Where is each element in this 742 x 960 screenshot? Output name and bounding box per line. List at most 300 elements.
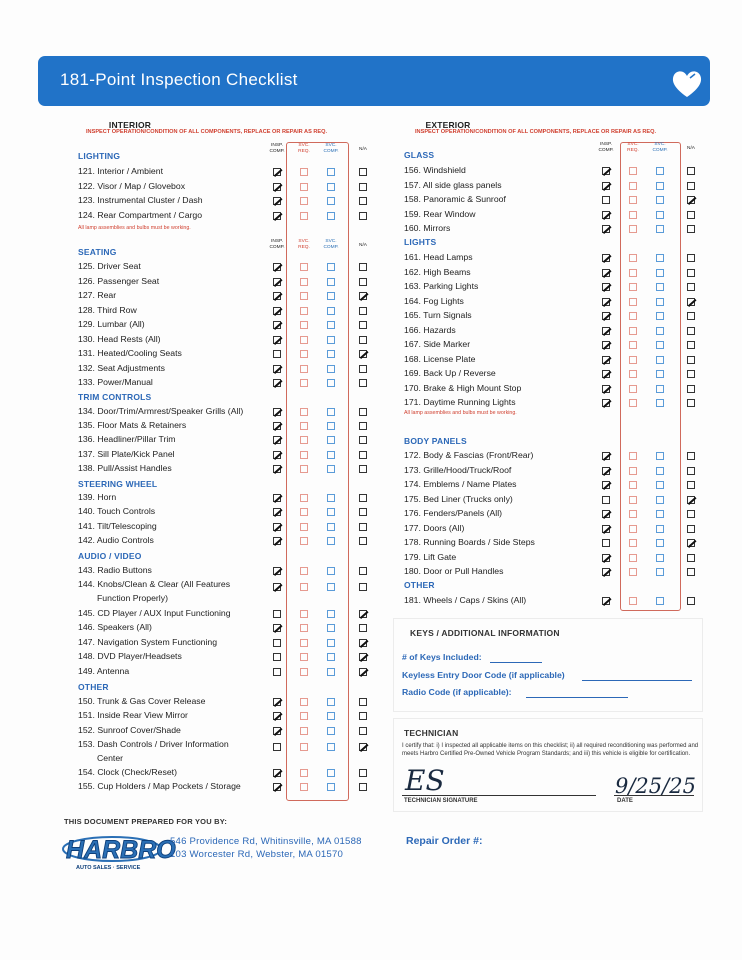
checkbox-insp[interactable] [273, 197, 281, 205]
checkbox-na[interactable] [359, 263, 367, 271]
checkbox-svcreq[interactable] [629, 182, 637, 190]
item-label: 125. Driver Seat [78, 261, 141, 271]
checkbox-insp[interactable] [273, 278, 281, 286]
checkbox-insp[interactable] [602, 399, 610, 407]
checkbox-insp[interactable] [602, 385, 610, 393]
checkbox-insp[interactable] [273, 436, 281, 444]
checkbox-svccomp[interactable] [656, 385, 664, 393]
checkbox-svcreq[interactable] [300, 698, 308, 706]
checkbox-svcreq[interactable] [629, 167, 637, 175]
checkbox-na[interactable] [687, 254, 695, 262]
category-body-panels: BODY PANELS [404, 436, 467, 446]
checkbox-insp[interactable] [273, 494, 281, 502]
checkbox-insp[interactable] [273, 610, 281, 618]
address-2: 103 Worcester Rd, Webster, MA 01570 [170, 849, 344, 860]
checkbox-svccomp[interactable] [327, 523, 335, 531]
item-label: 136. Headliner/Pillar Trim [78, 434, 176, 445]
column-header-svc-req: SVC. REQ. [627, 142, 639, 153]
checkbox-svcreq[interactable] [629, 510, 637, 518]
checkbox-na[interactable] [359, 321, 367, 329]
item-label: 165. Turn Signals [404, 310, 472, 320]
checkbox-na[interactable] [687, 298, 695, 306]
interior-subtitle: INSPECT OPERATION/CONDITION OF ALL COMPONENTS, REPLACE OR REPAIR AS REQ. [86, 129, 328, 135]
checkbox-insp[interactable] [273, 336, 281, 344]
checkbox-svccomp[interactable] [656, 597, 664, 605]
checkbox-na[interactable] [687, 312, 695, 320]
checkbox-na[interactable] [687, 525, 695, 533]
checkbox-na[interactable] [687, 327, 695, 335]
checkbox-svcreq[interactable] [300, 610, 308, 618]
checkbox-na[interactable] [687, 554, 695, 562]
checkbox-na[interactable] [687, 370, 695, 378]
checkbox-svcreq[interactable] [300, 350, 308, 358]
exterior-title: EXTERIOR [425, 120, 471, 130]
item-label: 162. High Beams [404, 266, 471, 277]
num-keys-label: # of Keys Included: [402, 652, 482, 662]
checkbox-svccomp[interactable] [656, 539, 664, 547]
checkbox-insp[interactable] [273, 508, 281, 516]
checkbox-svccomp[interactable] [656, 496, 664, 504]
checkbox-na[interactable] [687, 510, 695, 518]
checkbox-svccomp[interactable] [656, 167, 664, 175]
signature-line [402, 795, 596, 796]
checkbox-insp[interactable] [273, 168, 281, 176]
checkbox-na[interactable] [359, 365, 367, 373]
checkbox-svccomp[interactable] [327, 422, 335, 430]
checkbox-na[interactable] [359, 212, 367, 220]
checkbox-svccomp[interactable] [656, 327, 664, 335]
checkbox-na[interactable] [359, 465, 367, 473]
checkbox-svccomp[interactable] [327, 292, 335, 300]
checkbox-na[interactable] [359, 712, 367, 720]
item-label: 121. Interior / Ambient [78, 166, 163, 176]
checkbox-na[interactable] [687, 568, 695, 576]
checkbox-insp[interactable] [602, 568, 610, 576]
item-label: 139. Horn [78, 492, 117, 502]
checkbox-na[interactable] [359, 769, 367, 777]
checkbox-insp[interactable] [273, 567, 281, 575]
category-trim-controls: TRIM CONTROLS [78, 392, 152, 402]
checkbox-insp[interactable] [273, 465, 281, 473]
checkbox-svcreq[interactable] [300, 465, 308, 473]
checkbox-insp[interactable] [602, 496, 610, 504]
checkbox-svccomp[interactable] [327, 183, 335, 191]
item-label: 163. Parking Lights [404, 281, 479, 291]
checkbox-svccomp[interactable] [327, 624, 335, 632]
checkbox-na[interactable] [687, 539, 695, 547]
checkbox-svcreq[interactable] [300, 783, 308, 791]
checkbox-svccomp[interactable] [327, 653, 335, 661]
column-header-insp-comp: INSP. COMP. [269, 143, 285, 154]
checkbox-na[interactable] [359, 508, 367, 516]
checkbox-svcreq[interactable] [629, 298, 637, 306]
checkbox-svccomp[interactable] [327, 168, 335, 176]
checkbox-na[interactable] [687, 481, 695, 489]
checkbox-insp[interactable] [602, 539, 610, 547]
checkbox-svcreq[interactable] [300, 436, 308, 444]
checkbox-svccomp[interactable] [327, 712, 335, 720]
checkbox-insp[interactable] [602, 525, 610, 533]
checkbox-svcreq[interactable] [300, 537, 308, 545]
checkbox-insp[interactable] [273, 183, 281, 191]
checkbox-svccomp[interactable] [327, 783, 335, 791]
checkbox-svccomp[interactable] [327, 769, 335, 777]
checkbox-svcreq[interactable] [629, 525, 637, 533]
category-lights: LIGHTS [404, 237, 437, 247]
checkbox-na[interactable] [687, 211, 695, 219]
checkbox-svcreq[interactable] [300, 379, 308, 387]
checkbox-svccomp[interactable] [327, 379, 335, 387]
column-header-na: N/A [359, 243, 367, 248]
checkbox-svccomp[interactable] [656, 298, 664, 306]
item-label: 146. Speakers (All) [78, 622, 152, 632]
checkbox-na[interactable] [687, 341, 695, 349]
checkbox-svcreq[interactable] [300, 583, 308, 591]
checkbox-svcreq[interactable] [300, 292, 308, 300]
checkbox-svccomp[interactable] [327, 465, 335, 473]
checkbox-insp[interactable] [602, 481, 610, 489]
item-label: 180. Door or Pull Handles [404, 566, 504, 576]
page-title: 181-Point Inspection Checklist [60, 70, 298, 89]
checkbox-insp[interactable] [602, 225, 610, 233]
checkbox-svcreq[interactable] [629, 341, 637, 349]
checkbox-na[interactable] [687, 452, 695, 460]
checkbox-na[interactable] [359, 743, 367, 751]
checkbox-svcreq[interactable] [629, 481, 637, 489]
checkbox-insp[interactable] [602, 298, 610, 306]
checkbox-na[interactable] [359, 436, 367, 444]
checkbox-insp[interactable] [273, 537, 281, 545]
checkbox-svccomp[interactable] [327, 436, 335, 444]
checkbox-svccomp[interactable] [656, 283, 664, 291]
checkbox-insp[interactable] [602, 312, 610, 320]
checkbox-insp[interactable] [273, 321, 281, 329]
checkbox-svcreq[interactable] [300, 712, 308, 720]
checkbox-svcreq[interactable] [629, 554, 637, 562]
checkbox-svcreq[interactable] [629, 356, 637, 364]
checkbox-na[interactable] [359, 727, 367, 735]
checkbox-svcreq[interactable] [300, 336, 308, 344]
category-other: OTHER [78, 682, 109, 692]
checkbox-svccomp[interactable] [327, 668, 335, 676]
item-label: 154. Clock (Check/Reset) [78, 767, 177, 777]
checkbox-na[interactable] [359, 292, 367, 300]
checkbox-insp[interactable] [602, 370, 610, 378]
checkbox-na[interactable] [359, 183, 367, 191]
checkbox-na[interactable] [687, 467, 695, 475]
item-label: 179. Lift Gate [404, 551, 457, 562]
checkbox-svcreq[interactable] [300, 451, 308, 459]
checkbox-svccomp[interactable] [327, 698, 335, 706]
checkbox-svcreq[interactable] [300, 307, 308, 315]
checkbox-svcreq[interactable] [300, 422, 308, 430]
item-label: 137. Sill Plate/Kick Panel [78, 448, 175, 459]
checkbox-svcreq[interactable] [629, 385, 637, 393]
checkbox-insp[interactable] [273, 292, 281, 300]
checkbox-na[interactable] [687, 496, 695, 504]
checkbox-insp[interactable] [273, 743, 281, 751]
checkbox-svcreq[interactable] [629, 467, 637, 475]
checkbox-svccomp[interactable] [327, 365, 335, 373]
item-label: 148. DVD Player/Headsets [78, 651, 182, 661]
checkbox-na[interactable] [359, 278, 367, 286]
item-label: 134. Door/Trim/Armrest/Speaker Grills (All) [78, 406, 244, 416]
checkbox-svccomp[interactable] [327, 639, 335, 647]
checkbox-svcreq[interactable] [300, 197, 308, 205]
checkbox-insp[interactable] [273, 350, 281, 358]
checkbox-svccomp[interactable] [327, 263, 335, 271]
checkbox-svcreq[interactable] [300, 567, 308, 575]
checkbox-svccomp[interactable] [656, 399, 664, 407]
checkbox-svcreq[interactable] [300, 727, 308, 735]
column-header-svc-comp: SVC. COMP. [323, 143, 339, 154]
checkbox-svccomp[interactable] [656, 196, 664, 204]
checkbox-insp[interactable] [602, 597, 610, 605]
checkbox-na[interactable] [687, 356, 695, 364]
checkbox-insp[interactable] [273, 668, 281, 676]
keys-title: KEYS / ADDITIONAL INFORMATION [410, 628, 560, 638]
checkbox-svcreq[interactable] [300, 769, 308, 777]
address-1: 546 Providence Rd, Whitinsville, MA 01588 [170, 836, 362, 847]
checkbox-insp[interactable] [602, 182, 610, 190]
checkbox-svcreq[interactable] [300, 523, 308, 531]
checkbox-insp[interactable] [602, 211, 610, 219]
checkbox-insp[interactable] [602, 356, 610, 364]
checkbox-svcreq[interactable] [300, 508, 308, 516]
header-banner [38, 56, 710, 106]
checkbox-svccomp[interactable] [327, 278, 335, 286]
checkbox-svcreq[interactable] [629, 283, 637, 291]
item-label: 155. Cup Holders / Map Pockets / Storage [78, 781, 241, 791]
item-label: 153. Dash Controls / Driver Information [78, 739, 229, 749]
checkbox-insp[interactable] [273, 639, 281, 647]
date-label: DATE [617, 798, 633, 804]
checkbox-svccomp[interactable] [656, 452, 664, 460]
checkbox-svccomp[interactable] [656, 356, 664, 364]
column-header-svc-req: SVC. REQ. [298, 143, 310, 154]
item-label: 168. License Plate [404, 353, 476, 364]
checkbox-svccomp[interactable] [656, 225, 664, 233]
checkbox-na[interactable] [359, 422, 367, 430]
checkbox-na[interactable] [687, 283, 695, 291]
checkbox-insp[interactable] [273, 783, 281, 791]
checkbox-svcreq[interactable] [629, 327, 637, 335]
checkbox-svccomp[interactable] [656, 510, 664, 518]
checkbox-svccomp[interactable] [327, 350, 335, 358]
checkbox-na[interactable] [359, 537, 367, 545]
item-label: 176. Fenders/Panels (All) [404, 508, 503, 518]
checkbox-svcreq[interactable] [300, 639, 308, 647]
checkbox-insp[interactable] [602, 196, 610, 204]
checkbox-insp[interactable] [602, 254, 610, 262]
checkbox-na[interactable] [359, 523, 367, 531]
checkbox-na[interactable] [687, 399, 695, 407]
checkbox-svccomp[interactable] [327, 727, 335, 735]
item-label: 143. Radio Buttons [78, 565, 152, 575]
checkbox-svcreq[interactable] [629, 597, 637, 605]
checkbox-na[interactable] [359, 783, 367, 791]
checkbox-svccomp[interactable] [656, 467, 664, 475]
checkbox-svcreq[interactable] [300, 183, 308, 191]
checkbox-svcreq[interactable] [629, 225, 637, 233]
checkbox-na[interactable] [359, 168, 367, 176]
checkbox-insp[interactable] [273, 422, 281, 430]
item-label: 170. Brake & High Mount Stop [404, 382, 522, 393]
checkbox-svccomp[interactable] [327, 743, 335, 751]
heart-logo-icon [670, 69, 704, 99]
checkbox-insp[interactable] [273, 653, 281, 661]
checkbox-insp[interactable] [273, 263, 281, 271]
checkbox-insp[interactable] [273, 624, 281, 632]
checkbox-svccomp[interactable] [656, 554, 664, 562]
interior-title: INTERIOR [108, 120, 152, 130]
checkbox-insp[interactable] [273, 523, 281, 531]
checkbox-svcreq[interactable] [629, 568, 637, 576]
checkbox-na[interactable] [359, 668, 367, 676]
checkbox-na[interactable] [687, 597, 695, 605]
checkbox-svccomp[interactable] [327, 212, 335, 220]
checkbox-svcreq[interactable] [300, 653, 308, 661]
checkbox-insp[interactable] [602, 452, 610, 460]
item-label: 132. Seat Adjustments [78, 362, 165, 373]
checkbox-svccomp[interactable] [327, 197, 335, 205]
checkbox-na[interactable] [687, 182, 695, 190]
checkbox-svcreq[interactable] [629, 539, 637, 547]
checkbox-svcreq[interactable] [629, 496, 637, 504]
checkbox-svccomp[interactable] [656, 254, 664, 262]
column-header-svc-comp: SVC. COMP. [652, 142, 668, 153]
checkbox-svccomp[interactable] [327, 508, 335, 516]
checkbox-svccomp[interactable] [656, 341, 664, 349]
lamp-note: All lamp assemblies and bulbs must be working. [404, 410, 517, 416]
checkbox-svcreq[interactable] [629, 452, 637, 460]
checkbox-svccomp[interactable] [327, 567, 335, 575]
item-label: 173. Grille/Hood/Truck/Roof [404, 464, 512, 475]
checkbox-svccomp[interactable] [656, 211, 664, 219]
checkbox-insp[interactable] [273, 698, 281, 706]
checkbox-na[interactable] [359, 379, 367, 387]
checkbox-insp[interactable] [602, 554, 610, 562]
checkbox-insp[interactable] [273, 583, 281, 591]
checkbox-na[interactable] [687, 167, 695, 175]
checkbox-svccomp[interactable] [656, 370, 664, 378]
checkbox-svcreq[interactable] [629, 269, 637, 277]
checkbox-svcreq[interactable] [629, 312, 637, 320]
checkbox-svcreq[interactable] [300, 743, 308, 751]
keyless-field[interactable] [582, 680, 692, 681]
checkbox-na[interactable] [359, 451, 367, 459]
checkbox-na[interactable] [687, 269, 695, 277]
checkbox-insp[interactable] [602, 341, 610, 349]
checkbox-na[interactable] [359, 698, 367, 706]
checkbox-svcreq[interactable] [300, 494, 308, 502]
checkbox-svcreq[interactable] [300, 212, 308, 220]
checkbox-na[interactable] [359, 610, 367, 618]
signature-date: 9/25/25 [615, 774, 696, 798]
checkbox-na[interactable] [359, 583, 367, 591]
checkbox-svcreq[interactable] [629, 196, 637, 204]
checkbox-na[interactable] [359, 307, 367, 315]
radio-field[interactable] [526, 697, 628, 698]
checkbox-na[interactable] [359, 624, 367, 632]
checkbox-insp[interactable] [273, 712, 281, 720]
checkbox-svccomp[interactable] [327, 451, 335, 459]
checkbox-insp[interactable] [602, 467, 610, 475]
checkbox-insp[interactable] [273, 451, 281, 459]
checkbox-svccomp[interactable] [327, 336, 335, 344]
checkbox-na[interactable] [359, 336, 367, 344]
checkbox-svcreq[interactable] [300, 263, 308, 271]
checkbox-insp[interactable] [602, 327, 610, 335]
checkbox-na[interactable] [359, 494, 367, 502]
checkbox-insp[interactable] [273, 769, 281, 777]
checkbox-na[interactable] [359, 408, 367, 416]
checkbox-insp[interactable] [273, 365, 281, 373]
checkbox-na[interactable] [359, 653, 367, 661]
checkbox-insp[interactable] [273, 727, 281, 735]
checkbox-svcreq[interactable] [300, 168, 308, 176]
technician-signature: ES [405, 764, 445, 797]
checkbox-svccomp[interactable] [656, 312, 664, 320]
checkbox-svcreq[interactable] [629, 211, 637, 219]
category-audio-video: AUDIO / VIDEO [78, 551, 142, 561]
checkbox-insp[interactable] [602, 167, 610, 175]
item-label: 164. Fog Lights [404, 295, 464, 306]
checkbox-svcreq[interactable] [629, 370, 637, 378]
checkbox-svcreq[interactable] [300, 321, 308, 329]
checkbox-svccomp[interactable] [656, 182, 664, 190]
checkbox-svcreq[interactable] [300, 408, 308, 416]
checkbox-na[interactable] [687, 225, 695, 233]
checkbox-svcreq[interactable] [629, 254, 637, 262]
checkbox-svccomp[interactable] [327, 307, 335, 315]
checkbox-svcreq[interactable] [300, 668, 308, 676]
num-keys-field[interactable] [490, 662, 542, 663]
checkbox-insp[interactable] [273, 212, 281, 220]
checkbox-svcreq[interactable] [300, 278, 308, 286]
item-label: 169. Back Up / Reverse [404, 368, 496, 378]
checkbox-na[interactable] [359, 197, 367, 205]
checkbox-insp[interactable] [273, 408, 281, 416]
checkbox-insp[interactable] [602, 269, 610, 277]
checkbox-insp[interactable] [602, 510, 610, 518]
item-label: 145. CD Player / AUX Input Functioning [78, 608, 231, 618]
checkbox-svccomp[interactable] [327, 321, 335, 329]
checkbox-insp[interactable] [602, 283, 610, 291]
checkbox-svccomp[interactable] [327, 583, 335, 591]
checkbox-svccomp[interactable] [656, 481, 664, 489]
checkbox-svcreq[interactable] [300, 624, 308, 632]
checkbox-svccomp[interactable] [327, 610, 335, 618]
checkbox-na[interactable] [687, 196, 695, 204]
checkbox-svccomp[interactable] [327, 537, 335, 545]
checkbox-svccomp[interactable] [656, 568, 664, 576]
item-label: 177. Doors (All) [404, 522, 465, 533]
checkbox-insp[interactable] [273, 307, 281, 315]
repair-order-label: Repair Order #: [406, 835, 483, 847]
checkbox-na[interactable] [687, 385, 695, 393]
checkbox-svccomp[interactable] [656, 525, 664, 533]
checkbox-svccomp[interactable] [327, 408, 335, 416]
checkbox-na[interactable] [359, 639, 367, 647]
checkbox-svcreq[interactable] [300, 365, 308, 373]
checkbox-svcreq[interactable] [629, 399, 637, 407]
checkbox-svccomp[interactable] [327, 494, 335, 502]
checkbox-na[interactable] [359, 567, 367, 575]
checkbox-insp[interactable] [273, 379, 281, 387]
checkbox-svccomp[interactable] [656, 269, 664, 277]
checkbox-na[interactable] [359, 350, 367, 358]
